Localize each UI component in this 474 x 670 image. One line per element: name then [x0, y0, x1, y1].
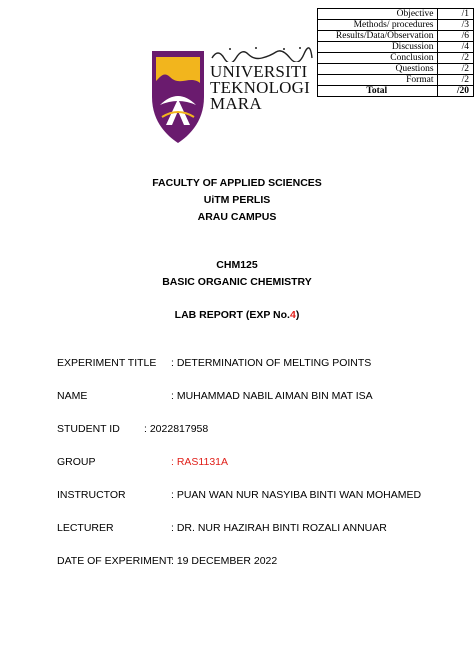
jawi-script-logo — [210, 44, 314, 62]
experiment-title-label: EXPERIMENT TITLE — [57, 357, 157, 369]
marks-row — [318, 42, 474, 53]
report-prefix: LAB REPORT (EXP No. — [174, 309, 290, 321]
experiment-title-value: : DETERMINATION OF MELTING POINTS — [171, 357, 372, 369]
total-points-cell: /20 — [437, 86, 473, 97]
marks-row — [318, 20, 474, 31]
date-value: : 19 DECEMBER 2022 — [171, 555, 278, 567]
points-cell: /2 — [437, 53, 473, 64]
criterion-cell: Format — [318, 75, 438, 86]
marks-row — [318, 64, 474, 75]
criterion-cell: Methods/ procedures — [318, 20, 438, 31]
points-cell: /2 — [437, 75, 473, 86]
criterion-cell: Conclusion — [318, 53, 438, 64]
marks-total-row — [318, 86, 474, 97]
lecturer-label: LECTURER — [57, 522, 114, 534]
lecturer-value: : DR. NUR HAZIRAH BINTI ROZALI ANNUAR — [171, 522, 387, 534]
criterion-cell: Objective — [318, 9, 438, 20]
report-number: 4 — [289, 309, 296, 321]
criterion-cell: Discussion — [318, 42, 438, 53]
campus-line-1: UiTM PERLIS — [203, 194, 271, 206]
student-id-label: STUDENT ID — [57, 423, 120, 435]
group-label: GROUP — [57, 456, 96, 468]
name-value: : MUHAMMAD NABIL AIMAN BIN MAT ISA — [171, 390, 373, 402]
logo-line-2: TEKNOLOGI — [210, 78, 310, 97]
marks-row — [318, 53, 474, 64]
logo-line-1: UNIVERSITI — [210, 62, 308, 81]
group-value: : RAS1131A — [171, 456, 229, 468]
criterion-cell: Results/Data/Observation — [318, 31, 438, 42]
marks-row — [318, 31, 474, 42]
points-cell: /6 — [437, 31, 473, 42]
campus-line-2: ARAU CAMPUS — [197, 211, 277, 223]
report-suffix: ) — [295, 309, 300, 321]
marks-row — [318, 75, 474, 86]
logo-wordmark — [210, 64, 310, 112]
instructor-label: INSTRUCTOR — [57, 489, 126, 501]
points-cell: /3 — [437, 20, 473, 31]
logo-line-3: MARA — [210, 94, 262, 113]
course-name: BASIC ORGANIC CHEMISTRY — [162, 276, 312, 288]
course-code: CHM125 — [216, 259, 258, 271]
student-id-value: : 2022817958 — [144, 423, 209, 435]
total-label-cell: Total — [318, 86, 438, 97]
points-cell: /1 — [437, 9, 473, 20]
marks-table — [317, 8, 474, 97]
instructor-value: : PUAN WAN NUR NASYIBA BINTI WAN MOHAMED — [171, 489, 422, 501]
points-cell: /2 — [437, 64, 473, 75]
marks-row — [318, 9, 474, 20]
faculty-name: FACULTY OF APPLIED SCIENCES — [152, 177, 322, 189]
date-label: DATE OF EXPERIMENT — [57, 555, 173, 567]
criterion-cell: Questions — [318, 64, 438, 75]
name-label: NAME — [57, 390, 88, 402]
report-title — [0, 309, 474, 321]
points-cell: /4 — [437, 42, 473, 53]
